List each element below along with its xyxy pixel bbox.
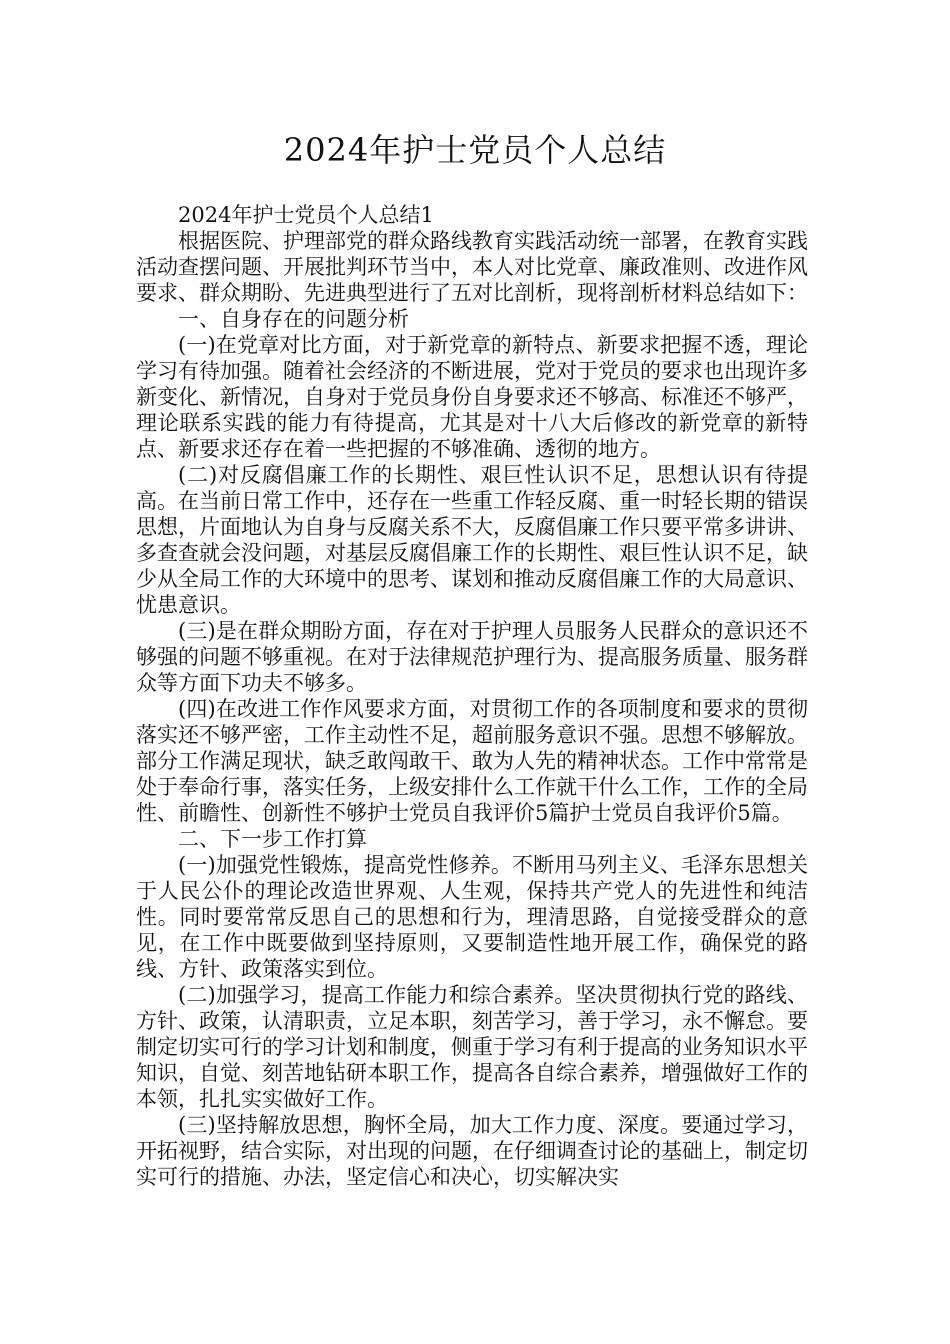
paragraph-plan-1: (一)加强党性锻炼，提高党性修养。不断用马列主义、毛泽东思想关于人民公仆的理论改造世界观、人生观，保持共产党人的先进性和纯洁性。同时要常常反思自己的思想和行为，理清思路，自觉接受群众的意见，在工作中既要做到坚持原则，又要制造性地开展工作，确保党的路线、方针、政策落实到位。 xyxy=(136,853,808,981)
paragraph-problem-3: (三)是在群众期盼方面，存在对于护理人员服务人民群众的意识还不够强的问题不够重视。在对于法律规范护理行为、提高服务质量、服务群众等方面下功夫不够多。 xyxy=(136,619,808,695)
paragraph-subtitle: 2024年护士党员个人总结1 xyxy=(178,203,434,227)
paragraph-plan-3: (三)坚持解放思想，胸怀全局，加大工作力度、深度。要通过学习，开拓视野，结合实际，对出现的问题，在仔细调查讨论的基础上，制定切实可行的措施、办法，坚定信心和决心，切实解决实 xyxy=(136,1113,808,1189)
paragraph-problem-4: (四)在改进工作作风要求方面，对贯彻工作的各项制度和要求的贯彻落实还不够严密，工作主动性不足，超前服务意识不强。思想不够解放。部分工作满足现状，缺乏敢闯敢干、敢为人先的精神状态。工作中常常是处于奉命行事，落实任务，上级安排什么工作就干什么工作，工作的全局性、前瞻性、创新性不够护士党员自我评价5篇护士党员自我评价5篇。 xyxy=(136,697,808,825)
paragraph-problem-1: (一)在党章对比方面，对于新党章的新特点、新要求把握不透，理论学习有待加强。随着社会经济的不断进展，党对于党员的要求也出现许多新变化、新情况，自身对于党员身份自身要求还不够高、标准还不够严，理论联系实践的能力有待提高，尤其是对十八大后修改的新党章的新特点、新要求还存在着一些把握的不够准确、透彻的地方。 xyxy=(136,333,808,461)
document-body xyxy=(136,202,808,1190)
section-heading-problems: 一、自身存在的问题分析 xyxy=(178,307,409,331)
paragraph-intro: 根据医院、护理部党的群众路线教育实践活动统一部署，在教育实践活动查摆问题、开展批判环节当中，本人对比党章、廉政准则、改进作风要求、群众期盼、先进典型进行了五对比剖析，现将剖析材料总结如下： xyxy=(136,229,808,305)
document-title: 2024年护士党员个人总结 xyxy=(283,131,667,169)
section-heading-plans: 二、下一步工作打算 xyxy=(178,827,367,851)
paragraph-plan-2: (二)加强学习，提高工作能力和综合素养。坚决贯彻执行党的路线、方针、政策，认清职责，立足本职，刻苦学习，善于学习，永不懈怠。要制定切实可行的学习计划和制度，侧重于学习有利于提高的业务知识水平知识，自觉、刻苦地钻研本职工作，提高各自综合素养，增强做好工作的本领，扎扎实实做好工作。 xyxy=(136,983,808,1111)
paragraph-problem-2: (二)对反腐倡廉工作的长期性、艰巨性认识不足，思想认识有待提高。在当前日常工作中，还存在一些重工作轻反腐、重一时轻长期的错误思想，片面地认为自身与反腐关系不大，反腐倡廉工作只要平常多讲讲、多查查就会没问题，对基层反腐倡廉工作的长期性、艰巨性认识不足，缺少从全局工作的大环境中的思考、谋划和推动反腐倡廉工作的大局意识、忧患意识。 xyxy=(136,463,808,617)
